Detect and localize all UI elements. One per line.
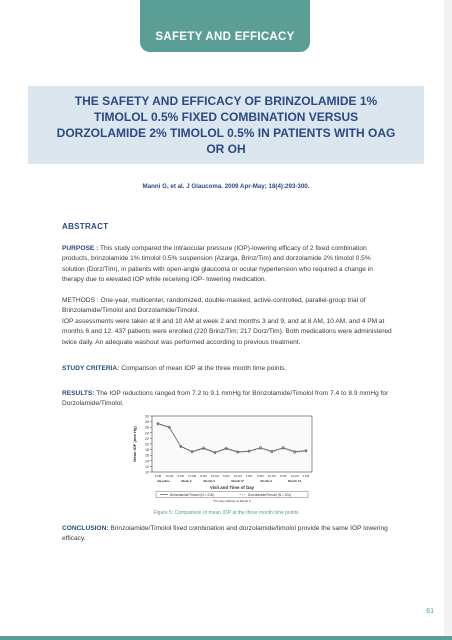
visit-label: Month 6* — [231, 479, 245, 483]
data-point — [259, 447, 261, 449]
data-point — [282, 447, 284, 449]
conclusion-text: Brinzolamide/Timolol fixed combination and dorzolamide/timolol provide the same IOP lowering efficacy. — [62, 525, 388, 543]
purpose-paragraph — [62, 244, 392, 286]
methods-paragraph — [62, 296, 392, 317]
data-point — [225, 448, 227, 450]
section-label: SAFETY AND EFFICACY — [155, 31, 295, 43]
methods-paragraph-2 — [62, 317, 392, 348]
plot-area — [152, 416, 312, 472]
visit-label: Week 2 — [181, 479, 192, 483]
page-edge-strip — [444, 0, 452, 640]
x-tick-label: 8 AM — [280, 474, 287, 478]
data-point — [248, 451, 250, 453]
y-tick-label: 30 — [145, 414, 149, 419]
legend-entry: Brinzolamide/Timolol (N = 218) — [170, 492, 214, 497]
visit-label: Month 12 — [288, 479, 302, 483]
data-point — [191, 451, 193, 453]
abstract-heading: ABSTRACT — [62, 222, 109, 231]
iop-chart — [130, 412, 320, 508]
x-tick-label: 4 PM — [245, 474, 253, 478]
article-title: THE SAFETY AND EFFICACY OF BRINZOLAMIDE 1% TIMOLOL 0.5% FIXED COMBINATION VERSUS DORZOLAMIDE 2% TIMOLOL 0.5% IN PATIENTS WITH OAG OR OH — [56, 94, 396, 156]
data-point — [214, 452, 216, 454]
chart-footnote: *Primary efficacy at Month 6 — [213, 499, 251, 503]
study-criteria-label: STUDY CRITERIA: — [62, 365, 120, 372]
x-tick-label: 10 AM — [233, 474, 242, 478]
section-header-tab — [140, 22, 310, 52]
methods-text-1: One-year, multicenter, randomized, double-masked, active-controlled, parallel-group trial of Brinzolamide/Timolol and Dorzolamide/Timolol. — [62, 297, 366, 315]
y-tick-label: 10 — [145, 470, 149, 475]
article-title-box — [28, 86, 424, 164]
iop-chart-svg — [130, 412, 320, 508]
purpose-text: This study compared the intraocular pressure (IOP)-lowering efficacy of 2 fixed combination products, brinzolamide 1% timolol 0.5% suspension (Azarga, Brinz/Tim) and dorzolamide 2% timolol 0.5% solution (Dorz/Tim), in patients with open-angle glaucoma or ocular hypertension who required a change in therapy due to elevated IOP while receiving IOP- lowering medication. — [62, 245, 373, 284]
page-number: 61 — [426, 608, 434, 615]
legend-entry: Dorzolamide/Timolol (N = 201) — [248, 492, 292, 497]
x-tick-label: 10 AM — [267, 474, 276, 478]
x-tick-label: 10 AM — [188, 474, 197, 478]
visit-label: Month 3 — [203, 479, 215, 483]
figure-caption: Figure 5: Comparison of mean IOP at the three month time points — [153, 510, 299, 516]
x-tick-label: 8 AM — [177, 474, 184, 478]
data-point — [180, 446, 182, 448]
y-tick-label: 12 — [145, 464, 149, 469]
results-text: The IOP reductions ranged from 7.2 to 9.1 mmHg for Brinzolamide/Timolol from 7.4 to 8.9 mmHg for Dorzolamide/Timolol. — [62, 390, 389, 408]
purpose-label: PURPOSE : — [62, 245, 99, 252]
methods-label: METHODS : — [62, 297, 99, 304]
y-axis-label: Mean IOP (mm Hg) — [132, 426, 137, 462]
conclusion-label: CONCLUSION: — [62, 525, 109, 532]
bottom-bar — [0, 636, 452, 640]
data-point — [305, 450, 307, 452]
methods-text-2: IOP assessments were taken at 8 and 10 AM at week 2 and months 3 and 9, and at 8 AM, 10 AM, and 4 PM at months 6 and 12. 437 patients were enrolled (220 Brinz/Tim; 217 Dorz/Tim). Both medications were administered twice daily. An adequate washout was performed according to previous treatment. — [62, 318, 392, 346]
data-point — [168, 427, 170, 429]
visit-label: Baseline — [157, 479, 170, 483]
x-tick-label: 8 AM — [223, 474, 230, 478]
data-point — [237, 451, 239, 453]
y-tick-label: 28 — [145, 420, 149, 425]
study-criteria-paragraph — [62, 364, 392, 374]
data-point — [203, 448, 205, 450]
y-tick-label: 14 — [145, 459, 149, 464]
y-tick-label: 22 — [145, 436, 149, 441]
study-criteria-text: Comparison of mean IOP at the three month time points. — [121, 365, 287, 372]
results-label: RESULTS: — [62, 390, 95, 397]
conclusion-paragraph — [62, 524, 392, 545]
visit-label: Month 9 — [260, 479, 272, 483]
data-point — [271, 451, 273, 453]
x-tick-label: 8 AM — [200, 474, 207, 478]
y-tick-label: 16 — [145, 453, 149, 458]
y-tick-label: 20 — [145, 442, 149, 447]
x-tick-label: 10 AM — [165, 474, 174, 478]
x-tick-label: 8 AM — [154, 474, 162, 478]
x-tick-label: 4 PM — [302, 474, 310, 478]
data-point — [157, 423, 159, 425]
data-point — [294, 451, 296, 453]
x-tick-label: 10 AM — [210, 474, 219, 478]
y-tick-label: 18 — [145, 448, 149, 453]
x-axis-label: Visit and Time of Day — [209, 485, 255, 490]
header-tab-top — [140, 0, 310, 24]
y-tick-label: 24 — [145, 431, 149, 436]
x-tick-label: 8 AM — [257, 474, 264, 478]
results-paragraph — [62, 389, 392, 410]
citation: Manni G, et al. J Glaucoma. 2009 Apr-May; 18(4):293-300. — [142, 183, 310, 190]
x-tick-label: 10 AM — [290, 474, 299, 478]
y-tick-label: 26 — [145, 425, 149, 430]
